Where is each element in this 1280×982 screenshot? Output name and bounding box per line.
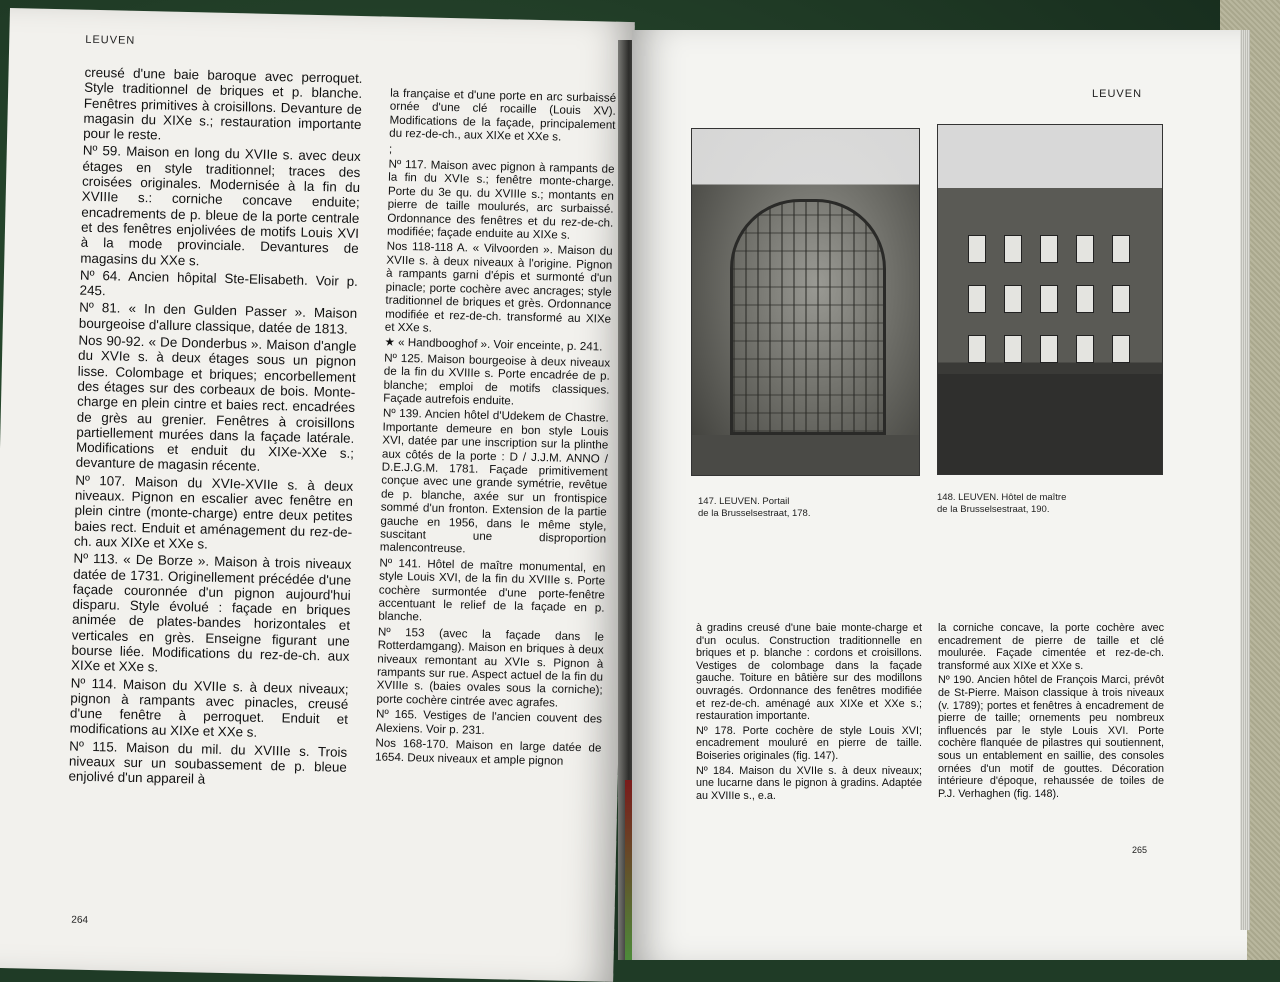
caption-line: 148. LEUVEN. Hôtel de maître (937, 492, 1067, 503)
street-shape (938, 374, 1162, 474)
entry: Nº 184. Maison du XVIIe s. à deux niveaux; une lucarne dans le pignon à gradins. Adaptée au XVIIIe s., e.a. (696, 764, 922, 802)
entry: Nº 113. « De Borze ». Maison à trois niveaux datée de 1731. Originellement précédée d'une façade couronnée d'un pignon aujourd'hui disparu. Style évolué : façade en briques animée de plates-bandes horizontales et verticales en grès. Enseigne figurant une bourse liée. Modifications du rez-de-ch. aux XIXe et XXe s. (70, 550, 352, 675)
window-shape (1004, 335, 1022, 363)
window-shape (1040, 285, 1058, 313)
window-shape (1040, 235, 1058, 263)
entry: Nº 59. Maison en long du XVIIe s. avec deux étages en style traditionnel; traces des croisées originales. Modernisée à la fin du XVIIIe s.: corniche concave enduite; encadrements de p. bleue de la porte centrale et des fenêtres enjolivées de motifs Louis XVI à la mode provinciale. Devantures de magasins du XXe s. (80, 143, 361, 268)
entry: la corniche concave, la porte cochère avec encadrement de pierre de taille et clé moulurée. Façade cimentée et rez-de-ch. transformé aux XIXe et XXe s. (938, 622, 1164, 672)
entry: Nº 141. Hôtel de maître monumental, en style Louis XVI, de la fin du XVIIIe s. Porte cochère surmontée d'une porte-fenêtre accentuant le relief de la façade en p. blanche. (378, 556, 606, 624)
page-edges (1240, 30, 1250, 930)
ground-shape (692, 435, 919, 475)
caption-line: de la Brusselsestraat, 190. (937, 504, 1050, 515)
window-shape (1004, 235, 1022, 263)
left-running-head: LEUVEN (85, 33, 136, 47)
entry: Nº 115. Maison du mil. du XVIIIe s. Trois niveaux sur un soubassement de p. bleue enjolivé d'un appareil à (68, 738, 348, 787)
figure-147-photo (691, 128, 920, 476)
entry: à gradins creusé d'une baie monte-charge et d'un oculus. Construction traditionnelle en briques et p. blanche : cordons et croisillons. Vestiges de colombage dans la façade gauche. Toiture en bâtière sur des modillons ouvragés. Ordonnance des fenêtres modifiée et rez-de-ch. aménagé aux XIXe et XXe s.; restauration importante. (696, 622, 922, 723)
caption-line: 147. LEUVEN. Portail (698, 496, 790, 507)
entry: Nº 114. Maison du XVIIe s. à deux niveaux; pignon à rampants avec pinacles, creusé d'une fenêtre à perroquet. Enduit et modifications au XIXe et XXe s. (69, 675, 349, 741)
entry: ★ « Handbooghof ». Voir enceinte, p. 241. (384, 335, 603, 354)
window-shape (1112, 285, 1130, 313)
figure-148-photo (937, 124, 1163, 475)
entry: Nº 125. Maison bourgeoise à deux niveaux de la fin du XVIIIe s. Porte encadrée de p. blanche; emploi de motifs classiques. Façade autrefois enduite. (383, 351, 611, 408)
right-column-1 (696, 622, 922, 804)
window-shape (1112, 235, 1130, 263)
right-running-head: LEUVEN (1092, 88, 1143, 100)
window-shape (1112, 335, 1130, 363)
left-column-1 (68, 65, 362, 793)
gate-shape (730, 199, 886, 435)
left-column-2 (375, 87, 616, 771)
figure-147-caption (698, 496, 928, 520)
window-shape (968, 335, 986, 363)
entry: la française et d'une porte en arc surbaissé ornée d'une clé rocaille (Louis XV). Modifications de la façade, principalement du rez-de-ch., aux XIXe et XXe s. (389, 86, 617, 144)
left-page-number: 264 (71, 914, 89, 927)
window-shape (1076, 235, 1094, 263)
entry: Nos 168-170. Maison en large datée de 1654. Deux niveaux et ample pignon (374, 736, 602, 768)
caption-line: de la Brusselsestraat, 178. (698, 508, 811, 519)
entry: Nº 190. Ancien hôtel de François Marci, prévôt de St-Pierre. Maison classique à trois niveaux (v. 1789); portes et fenêtres à encadrement de pierre de taille; ornements peu nombreux influencés par le style Louis XVI. Porte cochère flanquée de pilastres qui soutiennent, sous un entablement en saillie, des consoles ornées d'un motif de gouttes. Décoration intérieure d'époque, rehaussée de toiles de P.J. Verhaghen (fig. 148). (938, 674, 1164, 800)
window-shape (968, 285, 986, 313)
entry: creusé d'une baie baroque avec perroquet. Style traditionnel de briques et p. blanche. Fenêtres primitives à croisillons. Devanture de magasin du XIXe s.; restauration importante pour le reste. (83, 64, 363, 143)
right-column-2 (938, 622, 1164, 802)
entry: Nº 81. « In den Gulden Passer ». Maison bourgeoise d'allure classique, datée de 1813. (78, 300, 358, 337)
entry: Nº 107. Maison du XVIe-XVIIe s. à deux niveaux. Pignon en escalier avec fenêtre en plein cintre (monte-charge) entre deux petites baies rect. Enduit et aménagement du rez-de-ch. aux XIXe et XXe s. (73, 472, 354, 552)
window-shape (1040, 335, 1058, 363)
entry: Nos 90-92. « De Donderbus ». Maison d'angle du XVIe s. à deux étages sous un pignon lisse. Colombage et briques; encorbellement des étages sur des corbeaux de bois. Monte-charge en plein cintre et baies rect. encadrées de grès au grenier. Fenêtres à croisillons partiellement murées dans la façade latérale. Modifications et enduit du XIXe-XXe s.; devanture de magasin récente. (75, 332, 357, 475)
entry: Nº 64. Ancien hôpital Ste-Elisabeth. Voir p. 245. (79, 267, 359, 299)
window-shape (1004, 285, 1022, 313)
entry: Nº 178. Porte cochère de style Louis XVI; encadrement mouluré en pierre de taille. Boiseries originales (fig. 147). (696, 724, 922, 762)
right-page-number: 265 (1132, 845, 1148, 855)
entry: Nº 139. Ancien hôtel d'Udekem de Chastre. Importante demeure en bon style Louis XVI, datée par une inscription sur la plinthe aux côtés de la porte : D / J.J.M. ANNO / D.E.J.G.M. 1781. Façade primitivement conçue avec une grande symétrie, revêtue de p. blanche, axée sur un frontispice sommé d'un fronton. Extension de la partie gauche en 1956, dans le même style, suscitant une disproportion malencontreuse. (379, 406, 609, 556)
entry: Nº 153 (avec la façade dans le Rotterdamgang). Maison en briques à deux niveaux remontant au XVIe s. Pignon à rampants sur rue. Aspect actuel de la fin du XVIIIe s. (baies ovales sous la corniche); porte cochère cintrée avec agrafes. (376, 625, 605, 710)
window-shape (1076, 335, 1094, 363)
entry: ; (388, 142, 393, 156)
right-page (632, 30, 1247, 960)
entry: Nº 117. Maison avec pignon à rampants de la fin du XVIe s.; fenêtre monte-charge. Porte du 3e qu. du XVIIIe s.; montants en pierre de taille moulurés, arc surbaissé. Ordonnance des fenêtres et du rez-de-ch. modifiée; façade enduite au XIXe s. (386, 157, 615, 242)
window-shape (968, 235, 986, 263)
figure-148-caption (937, 492, 1167, 516)
entry: Nº 165. Vestiges de l'ancien couvent des Alexiens. Voir p. 231. (375, 707, 603, 737)
window-shape (1076, 285, 1094, 313)
left-page (0, 8, 635, 982)
entry: Nos 118-118 A. « Vilvoorden ». Maison du XVIIe s. à deux niveaux à l'origine. Pignon à rampants garni d'épis et surmonté d'un pinacle; porte cochère avec ancrages; style traditionnel de briques et grès. Ordonnance modifiée et rez-de-ch. transformé au XIXe et XXe s. (384, 240, 613, 335)
